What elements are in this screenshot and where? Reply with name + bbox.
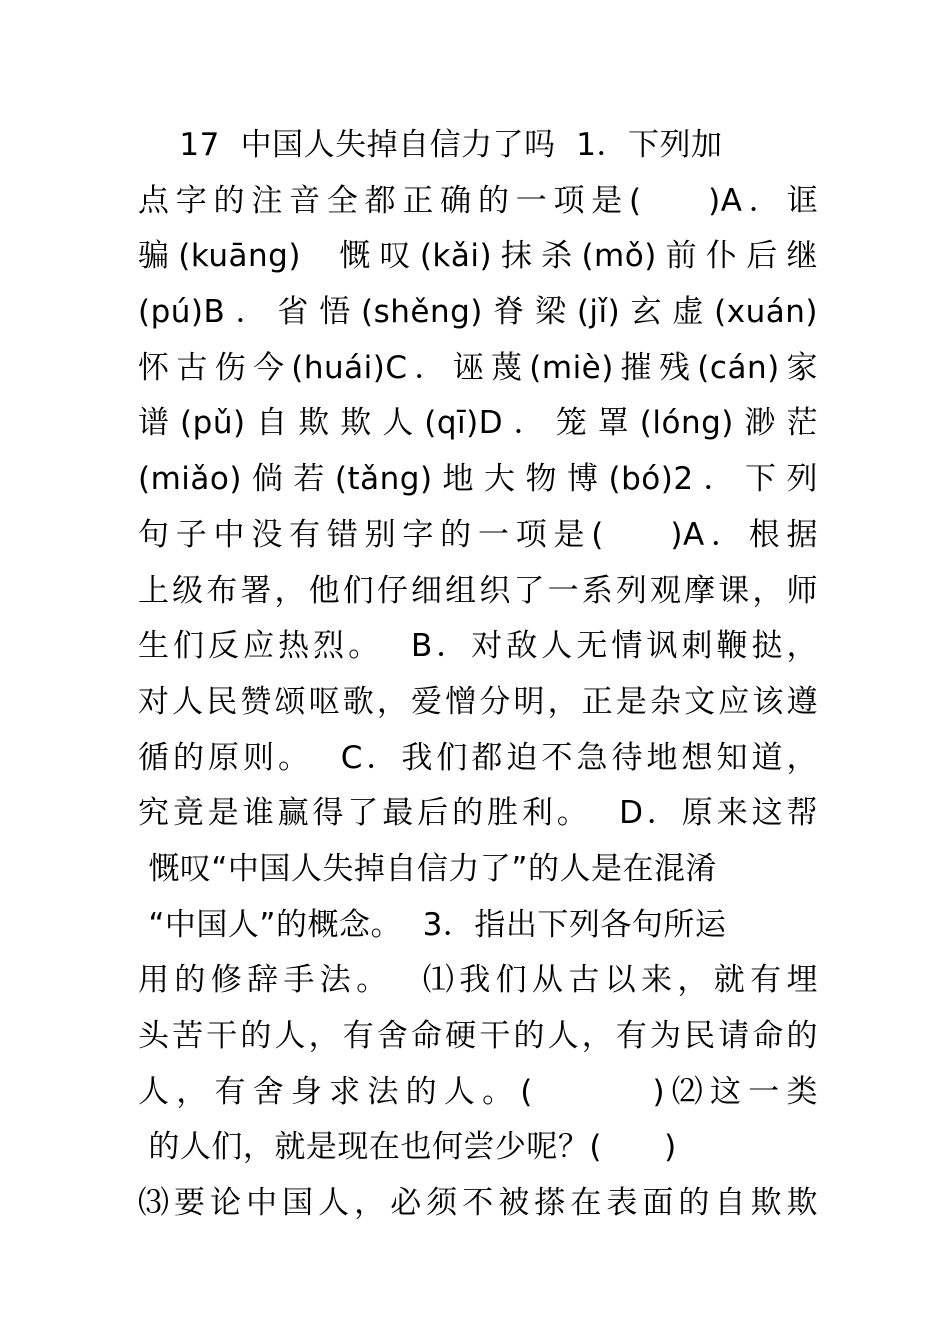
text-line-20: ⑶要论中国人，必须不被搽在表面的自欺欺 [138, 1185, 818, 1222]
text-line-5: 怀古伤今(huái)C．诬蔑(miè)摧残(cán)家 [138, 349, 818, 386]
text-line-13: 究竟是谁赢得了最后的胜利。 D．原来这帮 [138, 795, 818, 832]
text-line-6: 谱(pǔ)自欺欺人(qī)D．笼罩(lóng)渺茫 [138, 405, 818, 442]
text-line-7: (miǎo)倘若(tǎng)地大物博(bó)2．下列 [138, 461, 818, 498]
text-line-12: 循的原则。 C．我们都迫不急待地想知道， [138, 739, 818, 776]
text-line-2: 点字的注音全都正确的一项是( )A．诓 [138, 182, 818, 219]
text-line-8: 句子中没有错别字的一项是( )A．根据 [138, 516, 818, 553]
text-line-15: “中国人”的概念。 3．指出下列各句所运 [138, 906, 727, 943]
text-line-18: 人，有舍身求法的人。( )⑵这一类 [138, 1073, 818, 1110]
text-line-9: 上级布署，他们仔细组织了一系列观摩课，师 [138, 572, 818, 609]
text-line-17: 头苦干的人，有舍命硬干的人，有为民请命的 [138, 1018, 818, 1054]
text-line-11: 对人民赞颂呕歌，爱憎分明，正是杂文应该遵 [138, 683, 818, 720]
text-line-19: 的人们，就是现在也何尝少呢？( ) [138, 1129, 677, 1166]
text-line-14: 慨叹“中国人失掉自信力了”的人是在混淆 [138, 850, 717, 887]
text-line-4: (pú)B．省悟(shěng)脊梁(jǐ)玄虚(xuán) [138, 294, 818, 331]
text-line-16: 用的修辞手法。 ⑴我们从古以来，就有埋 [138, 962, 818, 999]
text-line-3: 骗(kuāng) 慨叹(kǎi)抹杀(mǒ)前仆后继 [138, 238, 818, 275]
text-line-1: 17 中国人失掉自信力了吗 1．下列加 [138, 127, 723, 163]
text-line-10: 生们反应热烈。 B．对敌人无情讽刺鞭挞， [138, 628, 818, 665]
body-text [138, 118, 818, 1232]
